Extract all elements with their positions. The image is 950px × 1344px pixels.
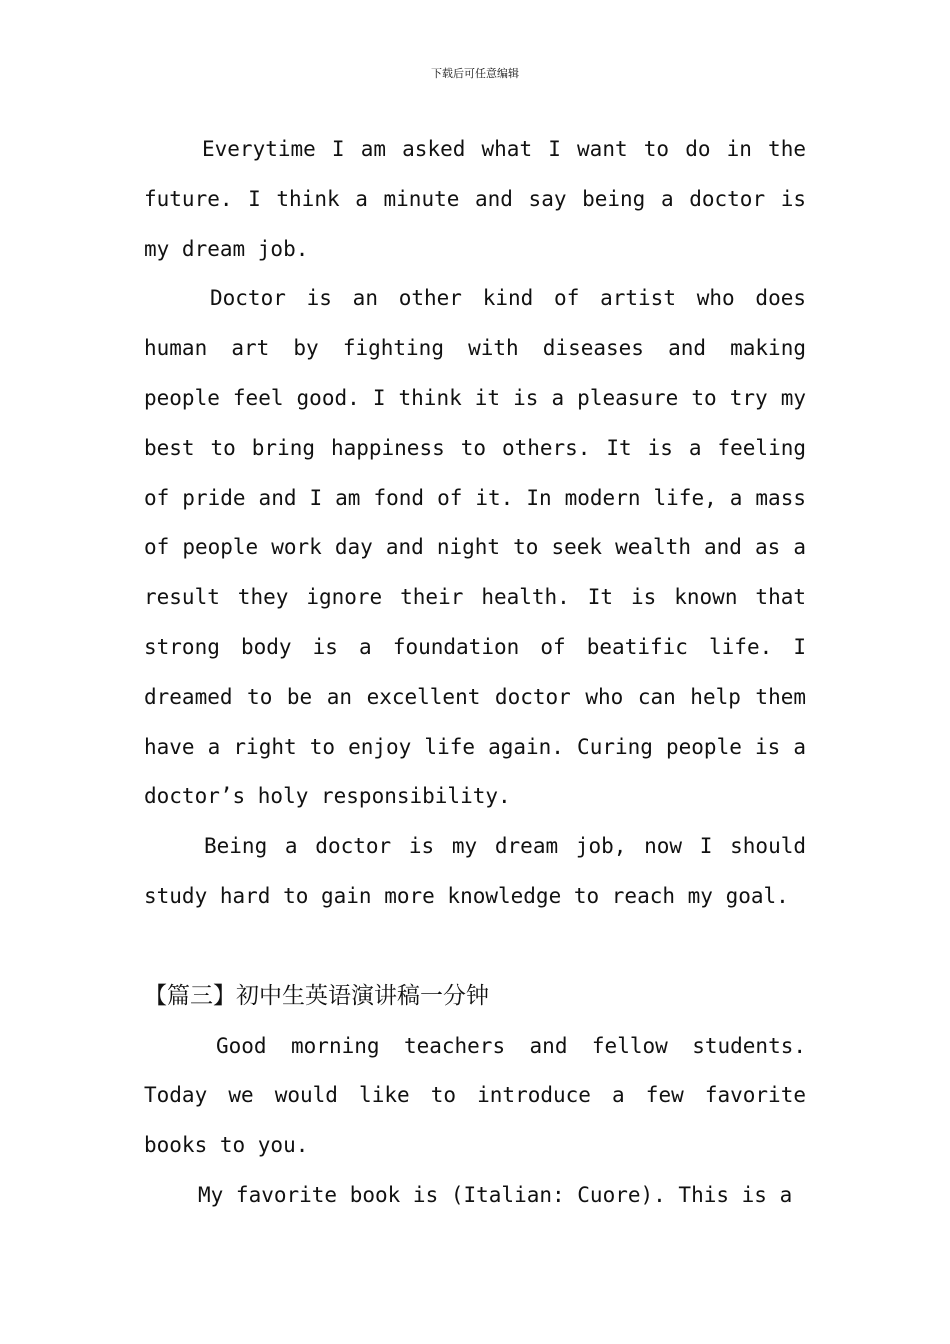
paragraph-dream-job-intro: Everytime I am asked what I want to do in the future. I think a minute and say being a doctor is my dream job.	[144, 137, 806, 261]
paragraph-favorite-book: My favorite book is (Italian: Cuore). This is a	[198, 1182, 793, 1207]
page-header: 下载后可任意编辑	[431, 67, 519, 80]
paragraph-greeting: Good morning teachers and fellow students. Today we would like to introduce a few favorite books to you.	[144, 1033, 806, 1158]
document-body	[144, 125, 806, 1221]
paragraph-doctor-artist: Doctor is an other kind of artist who does human art by fighting with diseases and making people feel good. I think it is a pleasure to try my best to bring happiness to others. It is a feeling of pride and I am fond of it. In modern life, a mass of people work day and night to seek wealth and as a result they ignore their health. It is known that strong body is a foundation of beatific life. I dreamed to be an excellent doctor who can help them have a right to enjoy life again. Curing people is a doctor’s holy responsibility.	[144, 286, 806, 809]
paragraph-dream-job-conclusion: Being a doctor is my dream job, now I should study hard to gain more knowledge to reach my goal.	[144, 834, 806, 908]
section-title: 【篇三】初中生英语演讲稿一分钟	[144, 982, 489, 1009]
